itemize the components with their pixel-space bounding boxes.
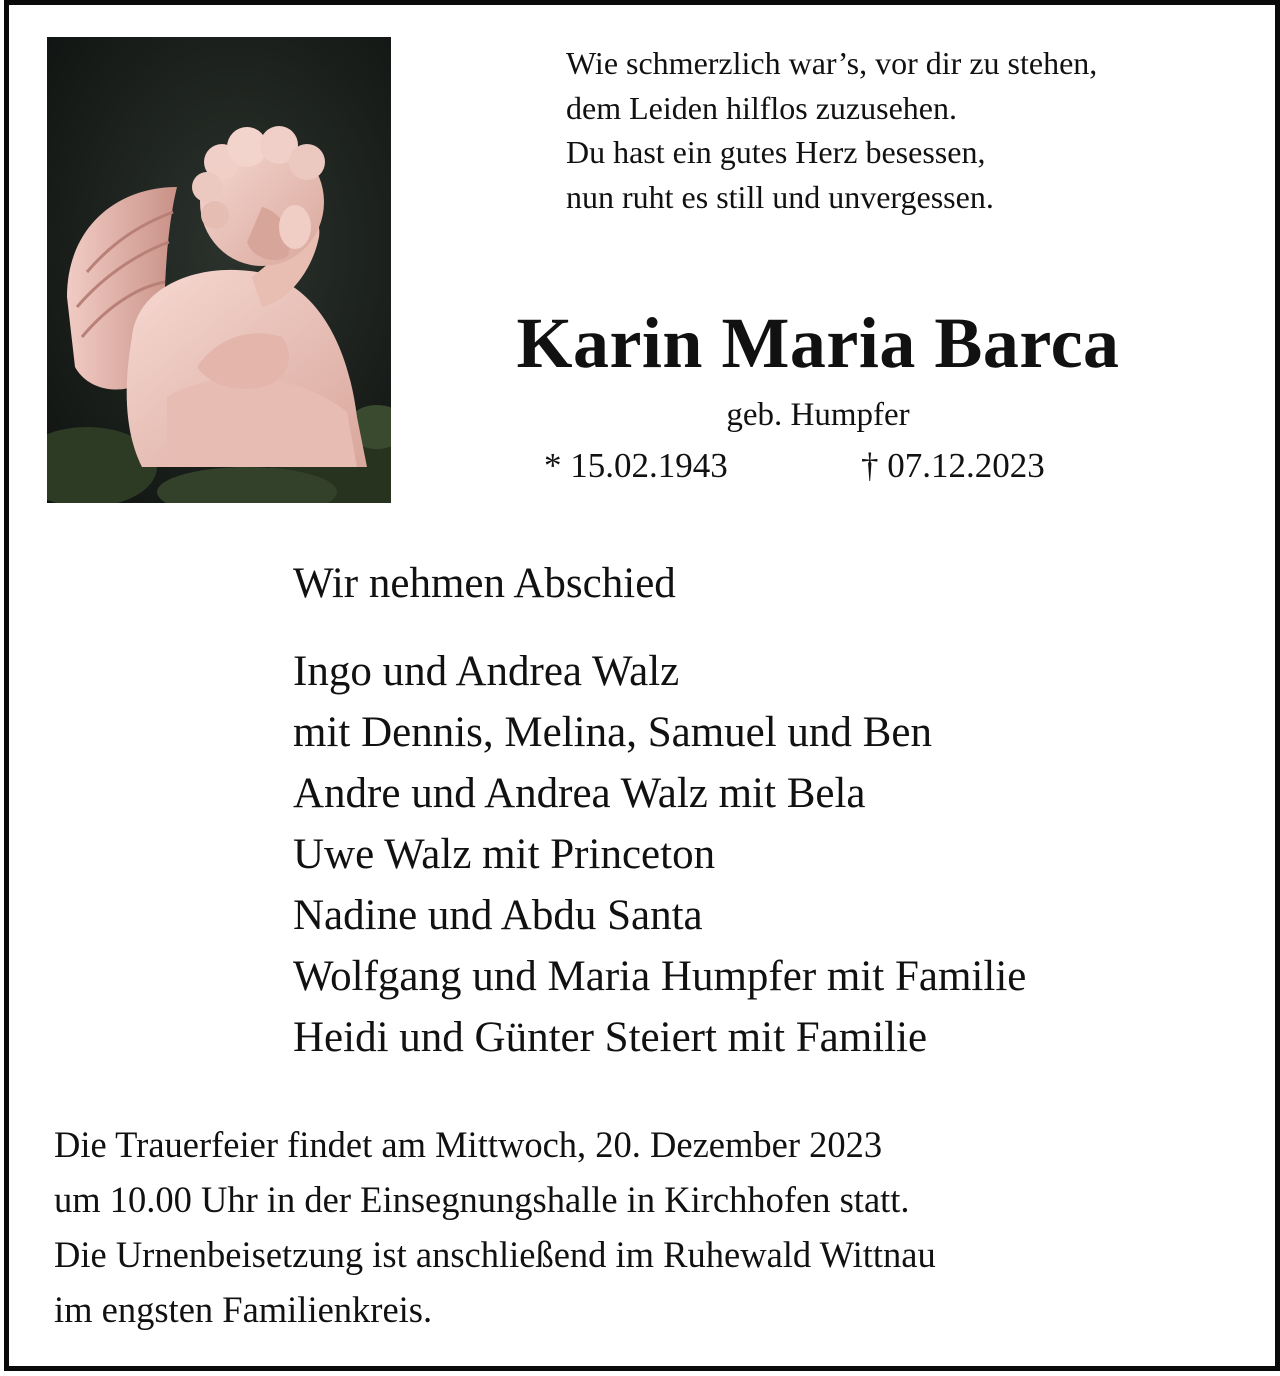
birth-date: * 15.02.1943 [544,446,728,485]
maiden-name: geb. Humpfer [726,397,910,433]
poem-line: Wie schmerzlich war’s, vor dir zu stehen, [566,45,1098,81]
obituary-notice [4,0,1280,1371]
poem-line: nun ruht es still und unvergessen. [566,178,994,215]
memorial-poem [566,41,1256,219]
ceremony-details [54,1117,1254,1337]
ceremony-line: Die Trauerfeier findet am Mittwoch, 20. Dezember 2023 [54,1124,883,1165]
poem-line: dem Leiden hilflos zuzusehen. [566,89,957,126]
farewell-heading: Wir nehmen Abschied [293,560,676,607]
poem-line: Du hast ein gutes Herz besessen, [566,134,986,170]
mourner-line: Ingo und Andrea Walz [293,648,680,695]
mourner-line: mit Dennis, Melina, Samuel und Ben [293,709,932,756]
angel-statue-photo [47,37,391,503]
deceased-name: Karin Maria Barca [516,303,1120,383]
ceremony-line: im engsten Familienkreis. [54,1289,433,1330]
mourners-list [293,641,1026,1068]
ceremony-line: um 10.00 Uhr in der Einsegnungshalle in Kirchhofen statt. [54,1179,910,1220]
ceremony-line: Die Urnenbeisetzung ist anschließend im Ruhewald Wittnau [54,1234,936,1275]
death-date: † 07.12.2023 [861,446,1045,485]
life-dates [401,445,1235,489]
mourner-line: Wolfgang und Maria Humpfer mit Familie [293,953,1027,1000]
mourner-line: Uwe Walz mit Princeton [293,831,716,878]
mourner-line: Nadine und Abdu Santa [293,892,703,939]
mourner-line: Heidi und Günter Steiert mit Familie [293,1014,928,1061]
mourner-line: Andre und Andrea Walz mit Bela [293,770,866,817]
